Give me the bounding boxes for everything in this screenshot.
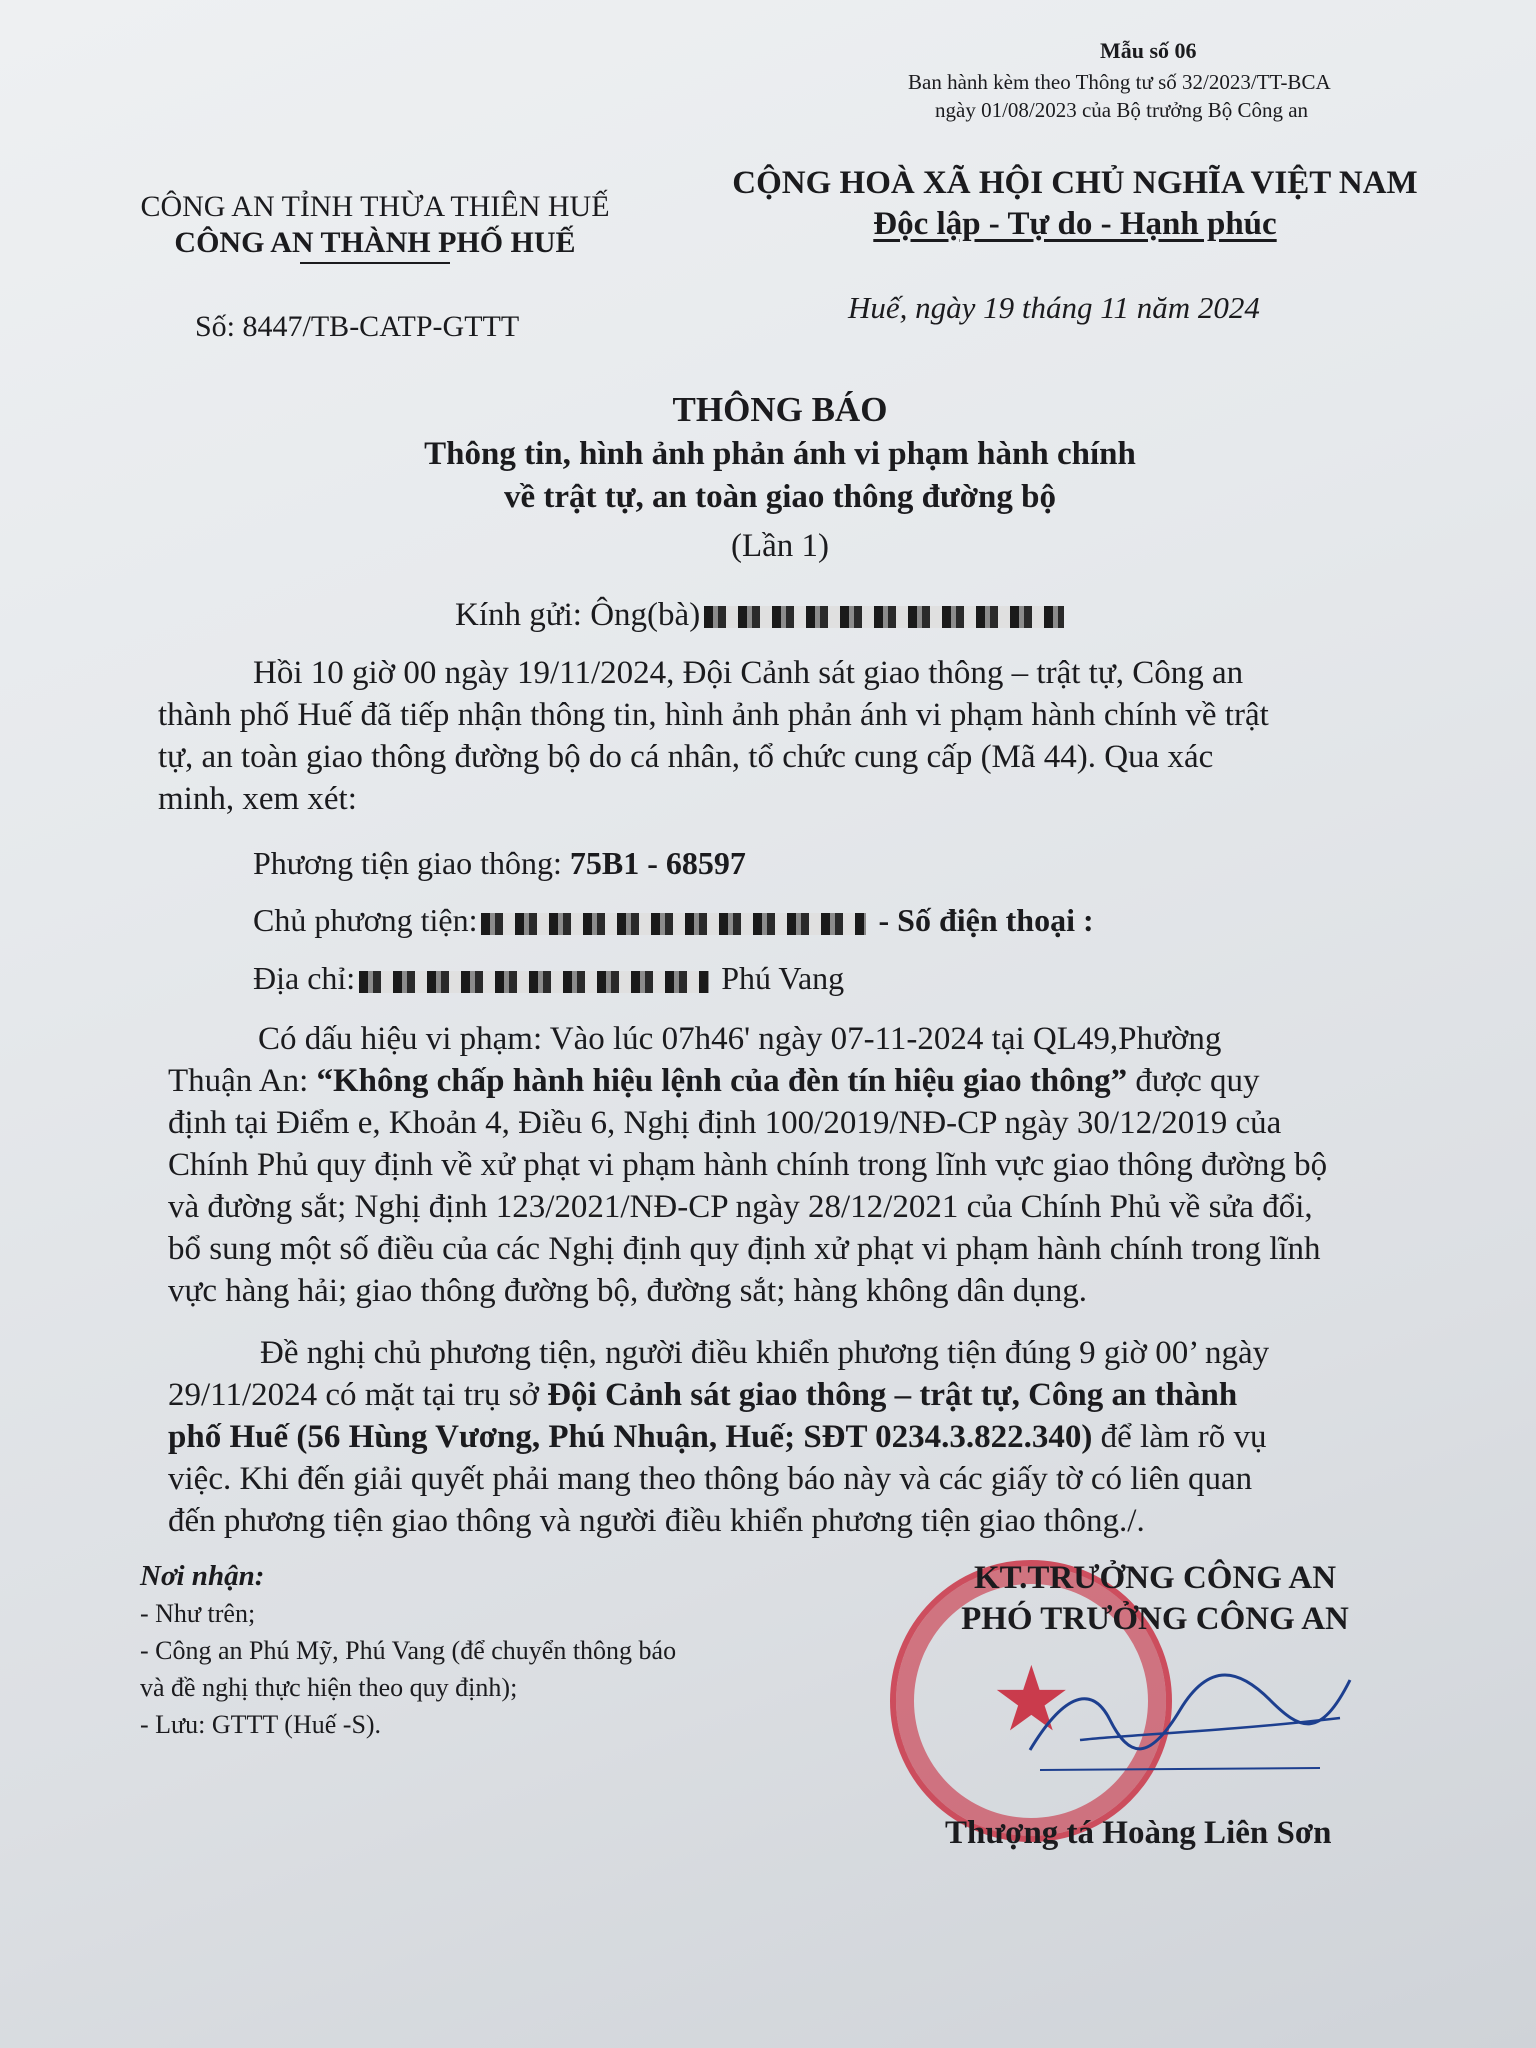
signature-title-1: KT.TRƯỞNG CÔNG AN bbox=[973, 1560, 1337, 1596]
p2-line-2 bbox=[168, 1060, 1424, 1102]
nation-name: CỘNG HOÀ XÃ HỘI CHỦ NGHĨA VIỆT NAM bbox=[732, 165, 1418, 201]
agency-parent: CÔNG AN TỈNH THỪA THIÊN HUẾ bbox=[140, 190, 610, 223]
p1-line-2: thành phố Huế đã tiếp nhận thông tin, hình ảnh phản ánh vi phạm hành chính về trật bbox=[158, 697, 1269, 733]
p2-line-6: bổ sung một số điều của các Nghị định quy định xử phạt vi phạm hành chính trong lĩnh bbox=[168, 1231, 1321, 1267]
p3-l3-suffix: để làm rõ vụ bbox=[1092, 1419, 1267, 1455]
phone-label: - Số điện thoại : bbox=[870, 902, 1094, 938]
recipient-line bbox=[455, 597, 1068, 634]
redacted-name bbox=[704, 606, 1064, 628]
p2-line-5: và đường sắt; Nghị định 123/2021/NĐ-CP ngày 28/12/2021 của Chính Phủ về sửa đổi, bbox=[168, 1189, 1313, 1225]
title-round: (Lần 1) bbox=[730, 528, 830, 564]
p2-line-3: định tại Điểm e, Khoản 4, Điều 6, Nghị định 100/2019/NĐ-CP ngày 30/12/2019 của bbox=[168, 1105, 1282, 1141]
p3-l2-prefix: 29/11/2024 có mặt tại trụ sở bbox=[168, 1377, 548, 1413]
paragraph-reception bbox=[158, 652, 1414, 820]
agency-underline bbox=[300, 262, 450, 264]
vehicle-label: Phương tiện giao thông: bbox=[253, 845, 570, 881]
p3-l3-bold: phố Huế (56 Hùng Vương, Phú Nhuận, Huế; SĐT 0234.3.822.340) bbox=[168, 1419, 1093, 1455]
paragraph-violation bbox=[168, 1018, 1424, 1312]
p3-line-5: đến phương tiện giao thông và người điều khiển phương tiện giao thông./. bbox=[168, 1503, 1145, 1539]
title-sub1: Thông tin, hình ảnh phản ánh vi phạm hành chính bbox=[424, 436, 1136, 472]
form-number: Mẫu số 06 bbox=[1100, 38, 1197, 63]
agency-header bbox=[90, 190, 660, 264]
paragraph-request bbox=[168, 1332, 1424, 1542]
p2-line-7: vực hàng hải; giao thông đường bộ, đường sắt; hàng không dân dụng. bbox=[168, 1273, 1087, 1309]
address-tail: Phú Vang bbox=[713, 960, 845, 996]
p1-line-1: Hồi 10 giờ 00 ngày 19/11/2024, Đội Cảnh sát giao thông – trật tự, Công an bbox=[253, 655, 1244, 691]
p2-line-4: Chính Phủ quy định về xử phạt vi phạm hành chính trong lĩnh vực giao thông đường bộ bbox=[168, 1147, 1328, 1183]
title-main: THÔNG BÁO bbox=[672, 390, 888, 429]
signature-block bbox=[920, 1560, 1390, 1638]
signature-title-2: PHÓ TRƯỞNG CÔNG AN bbox=[961, 1601, 1349, 1637]
vehicle-plate: 75B1 - 68597 bbox=[569, 845, 746, 881]
recipient-item-1: - Như trên; bbox=[140, 1599, 256, 1628]
nation-header bbox=[690, 165, 1460, 243]
vehicle-line bbox=[253, 845, 746, 882]
p2-prefix: Thuận An: bbox=[168, 1063, 317, 1099]
form-reference-line1: Ban hành kèm theo Thông tư số 32/2023/TT-BCA bbox=[908, 70, 1331, 94]
violation-text: “Không chấp hành hiệu lệnh của đèn tín hiệu giao thông” bbox=[316, 1063, 1128, 1099]
recipient-item-2: - Công an Phú Mỹ, Phú Vang (để chuyển thông báo bbox=[140, 1636, 677, 1665]
p3-line-3 bbox=[168, 1416, 1424, 1458]
document-date: Huế, ngày 19 tháng 11 năm 2024 bbox=[848, 290, 1260, 325]
p2-suffix: được quy bbox=[1127, 1063, 1260, 1099]
signer-name: Thượng tá Hoàng Liên Sơn bbox=[945, 1815, 1332, 1851]
p1-line-4: minh, xem xét: bbox=[158, 781, 357, 817]
p2-line-1: Có dấu hiệu vi phạm: Vào lúc 07h46' ngày 07-11-2024 tại QL49,Phường bbox=[258, 1021, 1222, 1057]
recipients-heading: Nơi nhận: bbox=[140, 1560, 265, 1592]
redacted-address bbox=[359, 971, 709, 993]
redacted-owner bbox=[481, 913, 866, 935]
title-block bbox=[300, 390, 1260, 565]
address-label: Địa chỉ: bbox=[253, 960, 356, 996]
stamp-star-icon: ★ bbox=[991, 1651, 1072, 1750]
recipient-label: Kính gửi: Ông(bà) bbox=[455, 597, 701, 633]
nation-motto: Độc lập - Tự do - Hạnh phúc bbox=[873, 206, 1277, 242]
document-number: Số: 8447/TB-CATP-GTTT bbox=[195, 310, 520, 343]
agency-unit: CÔNG AN THÀNH PHỐ HUẾ bbox=[174, 226, 576, 259]
owner-label: Chủ phương tiện: bbox=[253, 902, 478, 938]
owner-line bbox=[253, 902, 1094, 939]
title-sub2: về trật tự, an toàn giao thông đường bộ bbox=[503, 479, 1056, 515]
address-line bbox=[253, 960, 844, 997]
p3-l2-bold: Đội Cảnh sát giao thông – trật tự, Công an thành bbox=[547, 1377, 1238, 1413]
p3-line-2 bbox=[168, 1374, 1424, 1416]
form-reference-line2: ngày 01/08/2023 của Bộ trưởng Bộ Công an bbox=[935, 98, 1309, 122]
p1-line-3: tự, an toàn giao thông đường bộ do cá nhân, tổ chức cung cấp (Mã 44). Qua xác bbox=[158, 739, 1214, 775]
recipient-item-3: và đề nghị thực hiện theo quy định); bbox=[140, 1673, 518, 1702]
p3-line-1: Đề nghị chủ phương tiện, người điều khiển phương tiện đúng 9 giờ 00’ ngày bbox=[260, 1335, 1270, 1371]
handwritten-signature bbox=[1020, 1640, 1360, 1790]
recipient-item-4: - Lưu: GTTT (Huế -S). bbox=[140, 1710, 382, 1739]
p3-line-4: việc. Khi đến giải quyết phải mang theo thông báo này và các giấy tờ có liên quan bbox=[168, 1461, 1253, 1497]
recipients-block bbox=[140, 1558, 840, 1743]
